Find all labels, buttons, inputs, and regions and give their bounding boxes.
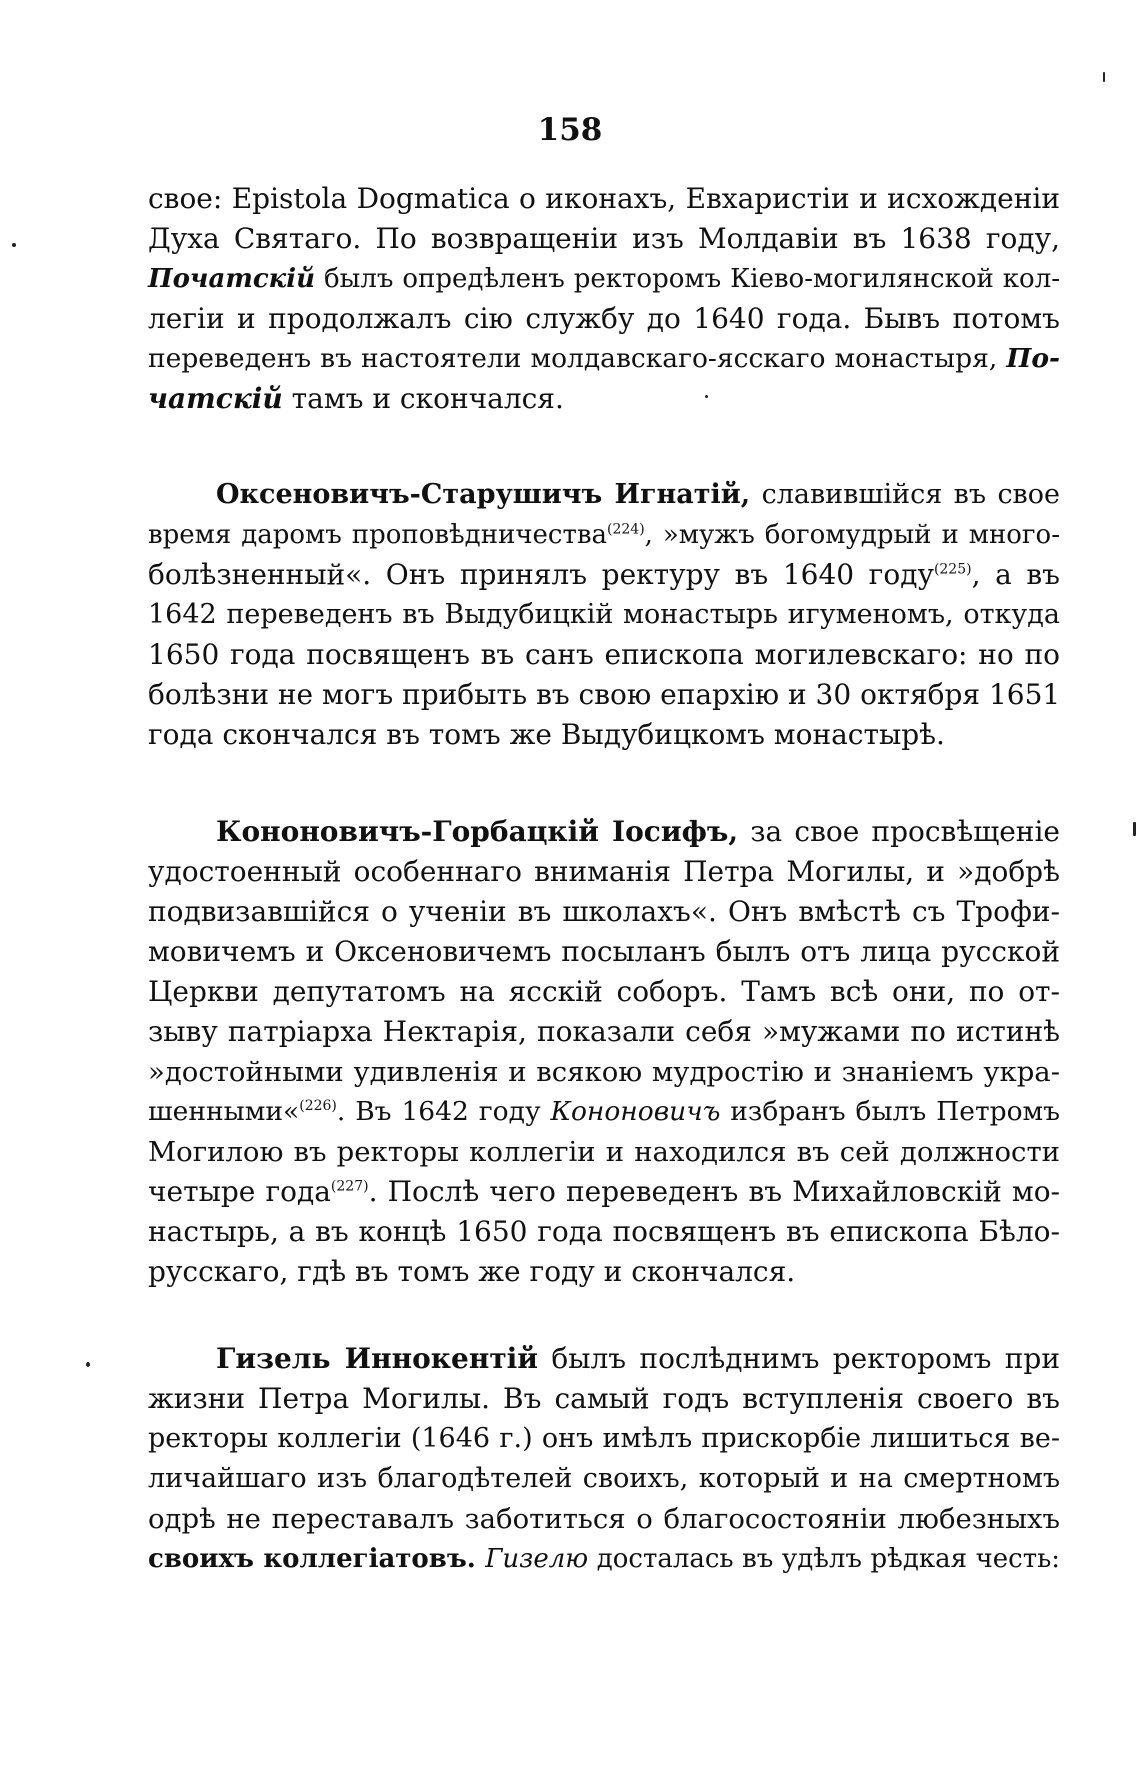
footnote-ref: (227) bbox=[330, 1178, 369, 1195]
heading-name: Гизель Иннокентій bbox=[216, 1342, 539, 1375]
heading-name: Оксеновичъ-Старушичъ Игнатій, bbox=[216, 479, 751, 510]
text-line: года скончался въ томъ же Выдубицкомъ монастырѣ. bbox=[148, 718, 945, 751]
text-span: . Въ 1642 году bbox=[336, 1096, 551, 1127]
text-line: Церкви депутатомъ на ясскій соборъ. Тамъ всѣ они, по от- bbox=[148, 975, 1060, 1008]
paragraph-pochatsky bbox=[148, 179, 1060, 419]
text-span: славившійся въ свое bbox=[750, 479, 1060, 510]
heading-name: Кононовичъ-Горбацкій Іосифъ, bbox=[216, 815, 739, 848]
text-line bbox=[148, 515, 1060, 555]
text-line: удостоенный особеннаго вниманія Петра Могилы, и »добрѣ bbox=[148, 855, 1060, 888]
text-span: время даромъ проповѣдничества bbox=[148, 520, 608, 550]
text-span: , а въ bbox=[971, 558, 1060, 591]
text-span: . Послѣ чего переведенъ въ Михайловскій мо- bbox=[368, 1175, 1061, 1208]
text-line: жизни Петра Могилы. Въ самый годъ вступленія своего въ bbox=[148, 1382, 1060, 1415]
text-span: шенными« bbox=[148, 1096, 300, 1127]
italic-name: Початскій bbox=[148, 264, 316, 294]
text-line: мовичемъ и Оксеновичемъ посыланъ былъ отъ лица русской bbox=[148, 935, 1060, 968]
text-line bbox=[148, 339, 1060, 379]
text-span: четыре года bbox=[148, 1175, 331, 1208]
paragraph-kononovich bbox=[148, 812, 1060, 1292]
text-line bbox=[148, 475, 1060, 515]
italic-name: Кононовичъ bbox=[550, 1096, 721, 1127]
text-line: 1642 переведенъ въ Выдубицкій монастырь игуменомъ, откуда bbox=[148, 599, 1060, 630]
italic-name: Гизелю bbox=[485, 1544, 589, 1574]
text-line: ректоры коллегіи (1646 г.) онъ имѣлъ прискорбіе лишиться ве- bbox=[148, 1423, 1060, 1454]
text-span: тамъ и скончался. bbox=[282, 382, 564, 415]
scan-speck bbox=[12, 243, 16, 247]
text-line bbox=[148, 812, 1060, 852]
text-line: подвизавшійся о ученіи въ школахъ«. Онъ вмѣстѣ съ Трофи- bbox=[148, 895, 1060, 928]
text-span: избранъ былъ Петромъ bbox=[720, 1096, 1060, 1127]
text-line bbox=[148, 1539, 1060, 1579]
text-line: русскаго, гдѣ въ томъ же году и скончался. bbox=[148, 1255, 796, 1288]
text-line: своe: Epistola Dogmatica о иконахъ, Евхаристіи и исхожденіи bbox=[148, 182, 1060, 215]
text-line: одрѣ не переставалъ заботиться о благосостояніи любезныхъ bbox=[148, 1503, 1060, 1535]
text-line bbox=[148, 259, 1060, 299]
scan-speck bbox=[86, 1362, 90, 1367]
text-line: Могилою въ ректоры коллегіи и находился въ сей должности bbox=[148, 1136, 1060, 1168]
text-line bbox=[148, 555, 1060, 595]
footnote-ref: (225) bbox=[933, 561, 972, 578]
text-span: за свое просвѣщеніе bbox=[738, 815, 1060, 848]
paragraph-oksenovich bbox=[148, 475, 1060, 755]
text-line: Духа Святаго. По возвращеніи изъ Молдавіи въ 1638 году, bbox=[148, 222, 1060, 255]
text-line: зыву патріарха Нектарія, показали себя »мужами по истинѣ bbox=[148, 1015, 1060, 1048]
text-span: , »мужъ богомудрый и много- bbox=[644, 520, 1060, 550]
text-line bbox=[148, 1092, 1060, 1132]
italic-name: чатскій bbox=[148, 382, 283, 415]
text-line bbox=[148, 1339, 1060, 1379]
text-span: былъ послѣднимъ ректоромъ при bbox=[538, 1342, 1060, 1375]
text-line: 1650 года посвященъ въ санъ епископа могилевскаго: но по bbox=[148, 638, 1060, 671]
footnote-ref: (224) bbox=[607, 521, 645, 538]
text-span: былъ опредѣленъ ректоромъ Кіево-могилянской кол- bbox=[315, 264, 1060, 294]
text-span: болѣзненный«. Онъ принялъ ректуру въ 1640 году bbox=[148, 558, 934, 591]
scan-speck bbox=[1133, 822, 1136, 836]
text-line: болѣзни не могъ прибыть въ свою епархію и 30 октября 1651 bbox=[148, 678, 1061, 711]
text-line: легіи и продолжалъ сію службу до 1640 года. Бывъ потомъ bbox=[148, 302, 1060, 335]
footnote-ref: (226) bbox=[299, 1098, 337, 1115]
text-line: настырь, а въ концѣ 1650 года посвященъ въ епископа Бѣло- bbox=[148, 1215, 1060, 1248]
italic-name: По- bbox=[1006, 343, 1060, 374]
paragraph-gizel bbox=[148, 1339, 1060, 1579]
text-span: переведенъ въ настоятели молдавскаго-ясскаго монастыря, bbox=[148, 343, 1007, 374]
text-span: своихъ коллегіатовъ. bbox=[148, 1544, 486, 1574]
page-number: 158 bbox=[537, 112, 603, 148]
text-line: личайшаго изъ благодѣтелей своихъ, который и на смертномъ bbox=[148, 1463, 1060, 1494]
text-line bbox=[148, 379, 1060, 419]
text-span: досталась въ удѣлъ рѣдкая честь: bbox=[588, 1544, 1061, 1574]
text-line bbox=[148, 1172, 1060, 1212]
text-line: »достойными удивленія и всякою мудростію и знаніемъ укра- bbox=[148, 1056, 1060, 1088]
scan-speck bbox=[705, 395, 708, 398]
scan-speck bbox=[1103, 72, 1105, 82]
